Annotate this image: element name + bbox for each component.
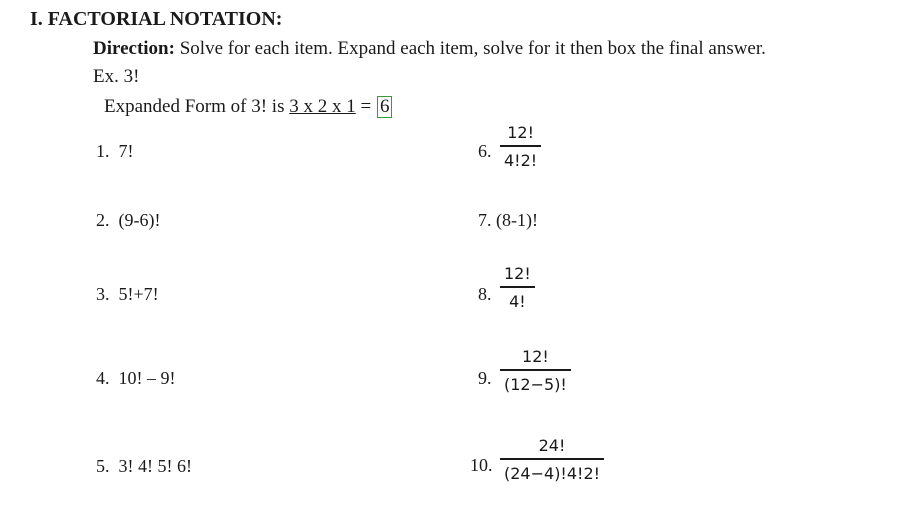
item-7 [478,210,538,231]
fraction-denominator: (12−5)! [504,374,567,394]
fraction-numerator: 12! [504,264,531,283]
example-label: Ex. 3! [93,66,140,87]
item-10-fraction [500,436,604,483]
item-10-number: 10. [470,455,493,475]
direction-text: Solve for each item. Expand each item, solve for it then box the final answer. [174,38,766,59]
direction-label: Direction: [93,38,175,59]
expanded-value: 3 x 2 x 1 [289,96,356,117]
item-expression: 5!+7! [118,284,159,304]
fraction-numerator: 12! [507,123,534,142]
item-9-fraction [500,347,571,394]
item-number: 1. [96,141,110,161]
expanded-form-line [104,96,392,118]
direction-line [93,38,766,60]
item-expression: 7! [118,141,134,161]
item-2 [96,210,160,231]
item-4 [96,368,176,389]
item-1 [96,141,134,162]
item-5 [96,456,192,477]
item-number: 7. [478,210,492,230]
item-9-number: 9. [478,368,492,388]
item-expression: 10! – 9! [118,368,176,388]
item-8-fraction [500,264,535,311]
item-number: 2. [96,210,110,230]
equals-sign: = [355,96,376,117]
item-number: 4. [96,368,110,388]
fraction-denominator: 4! [509,291,526,311]
item-6-number: 6. [478,141,492,161]
fraction-denominator: 4!2! [504,150,538,170]
expanded-prefix: Expanded Form of 3! is [104,96,290,117]
item-expression: (8-1)! [496,210,538,230]
item-8-number: 8. [478,284,492,304]
item-6-fraction [500,123,541,170]
fraction-numerator: 12! [522,347,549,366]
item-3 [96,284,159,305]
fraction-denominator: (24−4)!4!2! [504,463,601,483]
fraction-numerator: 24! [538,436,566,455]
item-expression: 3! 4! 5! 6! [118,456,192,476]
item-expression: (9-6)! [118,210,161,230]
item-number: 3. [96,284,110,304]
boxed-answer: 6 [377,96,393,118]
item-number: 5. [96,456,110,476]
section-title: I. FACTORIAL NOTATION: [30,8,283,30]
